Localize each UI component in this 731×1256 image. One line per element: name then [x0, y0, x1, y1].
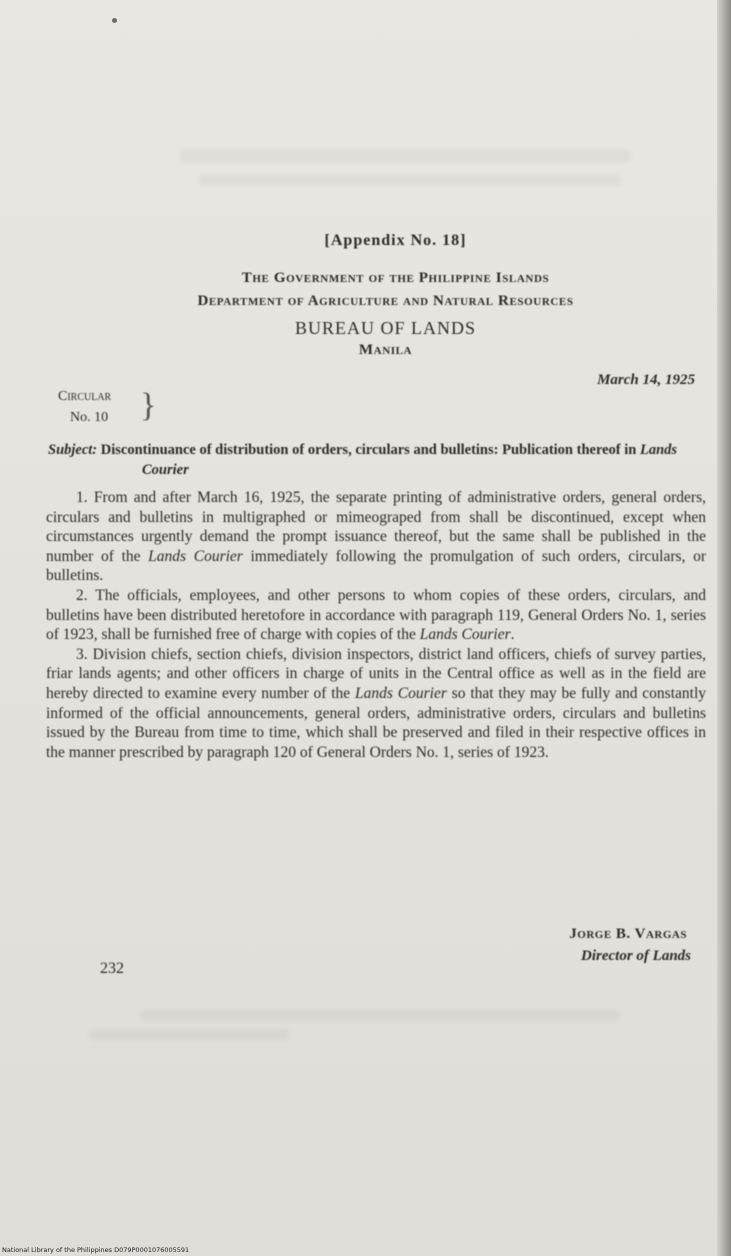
- brace-mark: }: [140, 387, 157, 424]
- page-number: 232: [100, 960, 124, 977]
- ink-speck: [112, 18, 117, 23]
- paragraph-2-text-end: .: [510, 626, 515, 644]
- government-heading: The Government of the Philippine Islands: [241, 270, 550, 286]
- circular-id: [58, 386, 111, 428]
- paragraph-1-text: 1. From and after March 16, 1925, the separate printing of administrative orders, general orders, circulars and bulletins in multigraphed or mimeograped from shall be discontinued, except when circumstances urgently demand the prompt issuance thereof, but the same shall be published in the number of the: [46, 489, 706, 565]
- scan-footer-credit: National Library of the Philippines D079P0001076005591: [2, 1246, 190, 1254]
- circular-body: [46, 488, 706, 762]
- paragraph-3-text-end: so that they may be fully and constantly informed of the official announcements, general orders, administrative orders, circulars and bulletins issued by the Bureau from time to time, which shall be preserved and filed in their respective offices in the manner prescribed by paragraph 120 of General Orders No. 1, series of 1923.: [46, 684, 706, 761]
- subject-text: Discontinuance of distribution of orders, circulars and bulletins: Publication thereof in: [100, 442, 640, 458]
- paragraph-2-publication: Lands Courier: [419, 626, 511, 644]
- department-heading: Department of Agriculture and Natural Resources: [197, 293, 574, 309]
- bureau-heading: BUREAU OF LANDS: [294, 318, 477, 338]
- paragraph-3-text: 3. Division chiefs, section chiefs, division inspectors, district land officers, chiefs of survey parties, friar lands agents; and other officers in charge of units in the Central office as well as in the field are hereby directed to examine every number of the: [46, 645, 706, 702]
- paragraph-2: [46, 586, 706, 645]
- bleed-through-mark: [200, 175, 620, 185]
- signatory-name: Jorge B. Vargas: [569, 926, 687, 942]
- paragraph-3-publication: Lands Courier: [355, 684, 447, 702]
- paragraph-3: [46, 645, 706, 763]
- circular-date: March 14, 1925: [597, 372, 695, 388]
- subject-line: [48, 440, 706, 480]
- appendix-heading: [Appendix No. 18]: [324, 232, 467, 249]
- circular-label: Circular: [58, 389, 112, 404]
- city-heading: Manila: [358, 342, 413, 358]
- paragraph-1-publication: Lands Courier: [148, 547, 243, 565]
- scan-edge-shadow: [717, 0, 731, 1256]
- paragraph-2-text: 2. The officials, employees, and other persons to whom copies of these orders, circulars, and bulletins have been distributed heretofore in accordance with paragraph 119, General Orders No. 1, series of 1923, shall be furnished free of charge with copies of the: [46, 586, 706, 644]
- subject-publication: Lands Courier: [142, 442, 678, 478]
- paragraph-1-text-end: immediately following the promulgation of such orders, circulars, or bulletins.: [46, 547, 707, 585]
- circular-number: No. 10: [70, 410, 109, 425]
- signatory-title: Director of Lands: [581, 948, 691, 964]
- paragraph-1: [46, 488, 706, 586]
- subject-label: Subject:: [48, 442, 98, 458]
- bleed-through-mark: [90, 1030, 290, 1040]
- bleed-through-mark: [140, 1010, 620, 1020]
- bleed-through-mark: [180, 150, 630, 162]
